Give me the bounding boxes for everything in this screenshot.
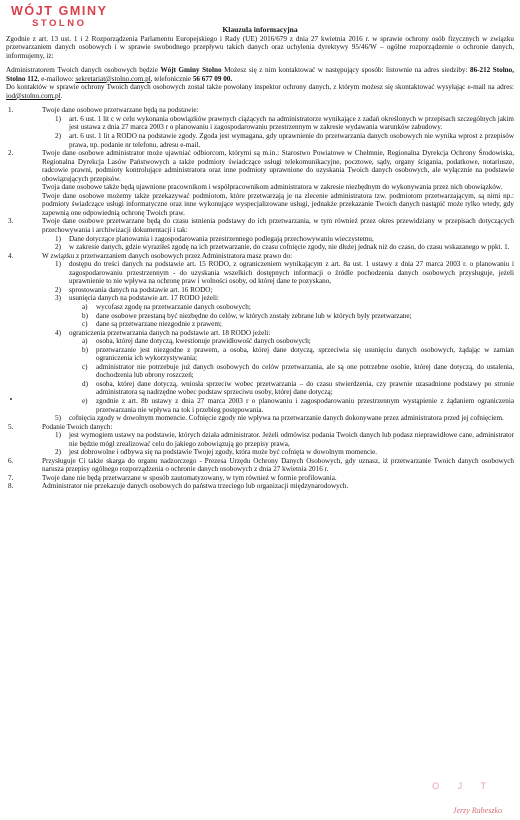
point-item: [69, 337, 514, 346]
point-letter: a): [82, 337, 88, 346]
iod-paragraph: [6, 83, 514, 100]
subclause-text: jest wymogiem ustawy na podstawie, których działa administrator. Jeżeli odmówisz podania Twoich danych lub podasz nieprawidłowe cane, administrator nie będzie mógł zrealizować celu do jakiego zobowiązują go przepisy prawa,: [69, 431, 514, 448]
subclause-item: [42, 294, 514, 328]
point-text: osoba, której dane dotyczą, kwestionuje prawidłowość danych osobowych;: [96, 337, 311, 346]
subclause-list: [42, 235, 514, 252]
point-item: [69, 312, 514, 321]
subclause-number: 1): [55, 260, 61, 269]
clause-number: 3.: [8, 217, 14, 226]
admin-phone-prefix: , telefonicznie: [150, 74, 193, 83]
clause-text: Przysługuje Ci także skarga do organu nadzorczego - Prezesa Urzędu Ochrony Danych Osobowych, gdy uznasz, iż przetwarzanie Twoich danych osobowych narusza przepisy ogólnego rozporządzenia o ochronie danych osobowych z dnia 27 kwietnia 2016 r.: [42, 456, 514, 474]
admin-email-prefix: , e-mailowo:: [37, 74, 76, 83]
clause-item: [6, 457, 514, 474]
subclause-item: [42, 431, 514, 448]
point-letter: a): [82, 302, 88, 311]
iod-email-link[interactable]: iod@stolno.com.pl: [6, 91, 61, 100]
subclause-item: [42, 235, 514, 244]
signature-name: Jerzy Rabeszko: [452, 806, 502, 816]
clause-extra-paragraph: Twoje dane osobowe możemy także przekazywać podmiotom, które przetwarzają je na zlecenie administratora tzw. podmiotom przetwarzającym, są nimi np.: podmioty świadczące usługi informatyczne oraz inne wykonujące wyspecjalizowane usługi, jednakże przekazanie Twoich danych nastąpić może tylko wtedy, gdy zapewnią one odpowiednią ochronę Twoich praw.: [42, 191, 514, 217]
clause-item: [6, 217, 514, 251]
subclause-item: [42, 243, 514, 252]
office-stamp: [11, 5, 108, 30]
point-text: zgodnie z art. 8b ustawy z dnia 27 marca 2003 r o planowaniu i zagospodarowaniu przestrzennym wystąpienie z żądaniem ograniczenia przetwarzania nie wpływa na tok i przebieg postępowania.: [96, 396, 514, 414]
clause-text: Twoje dane osobowe przetwarzane będą na podstawie:: [42, 106, 199, 115]
subclause-item: [42, 260, 514, 286]
point-item: [69, 397, 514, 414]
subclause-number: 2): [55, 243, 61, 252]
point-letter: c): [82, 320, 88, 329]
point-item: [69, 380, 514, 397]
clause-text: Twoje dane osobowe administrator może ujawniać odbiorcom, którymi są m.in.: Starostwo Powiatowe w Chełmnie, Regionalna Dyrekcja Ochrony Środowiska, Regionalna Dyrekcja Lasów Państwowych a także podmioty świadczące usługi telekomunikacyjne, pocztowe, sądy, organy ścigania, podatkowe, notariusze, radcowie prawni, podmioty kontrolujące administratora oraz inne podmioty uprawnione do uzyskania Twoich danych osobowych, ale wyłącznie na podstawie obowiązujących przepisów.: [42, 149, 514, 183]
clause-item: [6, 482, 514, 491]
clause-number: 1.: [8, 106, 14, 115]
intro-paragraph: Zgodnie z art. 13 ust. 1 i 2 Rozporządzenia Parlamentu Europejskiego i Rady (UE) 2016/679 z dnia 27 kwietnia 2016 r. w sprawie ochrony osób fizycznych w związku przetwarzaniem danych osobowych i w sprawie swobodnego przepływu takich danych oraz uchylenia dyrektywy 95/46/W – ogólne rozporządzenie o ochronie danych, informujemy, iż:: [6, 34, 514, 60]
subclause-number: 4): [55, 328, 61, 337]
subclause-number: 2): [55, 132, 61, 141]
admin-middle: Możesz się z nim kontaktować w następujący sposób: listownie na adres siedziby:: [221, 66, 470, 75]
subclause-number: 5): [55, 414, 61, 423]
point-item: [69, 303, 514, 312]
point-text: wycofasz zgodę na przetwarzanie danych osobowych;: [96, 302, 251, 311]
iod-suffix: .: [60, 91, 63, 100]
subclause-list: [42, 115, 514, 149]
point-item: [69, 363, 514, 380]
admin-prefix: Administratorem Twoich danych osobowych będzie: [6, 66, 161, 75]
point-letter: b): [82, 311, 88, 320]
subclause-item: [42, 132, 514, 149]
margin-dot: [10, 398, 12, 400]
iod-text: Do kontaktów w sprawie ochrony Twoich danych osobowych został także powołany inspektor ochrony danych, z którym możesz się skontaktować wysyłając e-mail na adres:: [6, 83, 514, 92]
subclause-text: cofnięcia zgody w dowolnym momencie. Cofnięcie zgody nie wpływa na przetwarzanie danych dokonywane przez administratora przed jej cofnięciem.: [69, 414, 504, 423]
subclause-item: [42, 286, 514, 295]
clause-item: [6, 106, 514, 149]
point-text: administrator nie potrzebuje już danych osobowych do celów przetwarzania, ale są one potrzebne osobie, której dane dotyczą, do ustalenia, dochodzenia lub obrony roszczeń;: [96, 362, 514, 380]
subclause-number: 2): [55, 285, 61, 294]
point-letter: c): [82, 362, 88, 371]
point-text: osoba, której dane dotyczą, wniosła sprzeciw wobec przetwarzania – do czasu stwierdzenia, czy prawnie uzasadnione podstawy po stronie administratora są nadrzędne wobec podstaw sprzeciwu osoby, której dane dotyczą;: [96, 379, 514, 397]
point-item: [69, 346, 514, 363]
clause-number: 6.: [8, 456, 14, 465]
admin-email-link[interactable]: sekretariat@stolno.com.pl: [75, 74, 151, 83]
clause-number: 4.: [8, 251, 14, 260]
clauses-list: [6, 106, 514, 491]
signature: [422, 782, 502, 816]
clause-item: [6, 149, 514, 217]
subclause-text: jest dobrowolne i odbywa się na podstawie Twojej zgody, która może być cofnięta w dowolnym momencie.: [69, 448, 378, 457]
signature-stamp: O J T: [432, 781, 494, 791]
admin-phone: 56 677 09 00.: [192, 74, 233, 83]
clause-text: Administrator nie przekazuje danych osobowych do państwa trzeciego lub organizacji międzynarodowych.: [42, 482, 349, 491]
subclause-list: [42, 431, 514, 457]
subclause-list: [42, 260, 514, 422]
subclause-number: 1): [55, 234, 61, 243]
subclause-text: sprostowania danych na podstawie art. 16 RODO;: [69, 285, 213, 294]
point-list: [69, 303, 514, 329]
subclause-number: 1): [55, 114, 61, 123]
subclause-item: [42, 329, 514, 414]
subclause-item: [42, 115, 514, 132]
subclause-text: w zakresie danych, gdzie wyraziłeś zgodę na ich przetwarzanie, do czasu cofnięcie zgody, nie dłużej jednak niż do czasu, do czasu wskazanego w ppkt. 1.: [69, 243, 510, 252]
subclause-text: art. 6 ust. 1 lit c w celu wykonania obowiązków prawnych ciążących na administratorze wynikające z zadań określonych w przepisach szczególnych jakim jest ustawa z dnia 27 marca 2003 r o planowaniu i zagospodarowaniu przestrzennym w zakresie wydawania warunków zabudowy.: [69, 114, 514, 132]
subclause-number: 3): [55, 294, 61, 303]
subclause-number: 1): [55, 431, 61, 440]
clause-number: 5.: [8, 422, 14, 431]
point-letter: b): [82, 345, 88, 354]
admin-name: Wójt Gminy Stolno: [160, 66, 222, 75]
clause-item: [6, 423, 514, 457]
subclause-text: dostępu do treści danych na podstawie art. 15 RODO, z ograniczeniem wynikającym z art. 8a ust. 1 ustawy z dnia 27 marca 2003 r. o planowaniu i zagospodarowaniu przestrzennym - do uzyskania wszelkich dostępnych informacji o źródle pochodzenia danych osobowych przysługuje, jeżeli uprawnienie to nie wpływa na ochronę praw i wolności osoby, od której dane te pozyskano,: [69, 260, 514, 286]
clause-text: Twoje dane osobowe przetwarzane będą do czasu istnienia podstawy do ich przetwarzania, w tym również przez okres przewidziany w przepisach dotyczących przechowywania i archiwizacji dokumentacji i tak:: [42, 217, 514, 235]
subclause-item: [42, 414, 514, 423]
subclause-item: [42, 448, 514, 457]
stamp-line-1: WÓJT GMINY: [11, 4, 108, 18]
point-text: dane są przetwarzane niezgodnie z prawem;: [96, 320, 222, 329]
clause-number: 8.: [8, 482, 14, 491]
point-list: [69, 337, 514, 414]
clause-number: 7.: [8, 473, 14, 482]
subclause-text: art. 6 ust. 1 lit a RODO na podstawie zgody. Zgoda jest wymagana, gdy uprawnienie do przetwarzania danych osobowych nie wynika wprost z przepisów prawa, np. podanie nr telefonu, adresu e-mail.: [69, 132, 514, 149]
subclause-text: ograniczenia przetwarzania danych na podstawie art. 18 RODO jeżeli:: [69, 328, 271, 337]
document-title: Klauzula informacyjna: [222, 25, 298, 34]
point-letter: e): [82, 396, 88, 405]
point-text: dane osobowe przestaną być niezbędne do celów, w których zostały zebrane lub w których były przetwarzane;: [96, 311, 412, 320]
point-item: [69, 320, 514, 329]
subclause-number: 2): [55, 448, 61, 457]
subclause-text: usunięcia danych na podstawie art. 17 RODO jeżeli:: [69, 294, 219, 303]
subclause-text: Dane dotyczące planowania i zagospodarowania przestrzennego podlegają przechowywaniu wieczystemu,: [69, 234, 374, 243]
stamp-line-2: STOLNO: [32, 18, 87, 29]
admin-address: 86-212 Stolno, Stolno 112: [6, 66, 515, 83]
clause-item: [6, 474, 514, 483]
clause-item: [6, 252, 514, 423]
clause-text: W związku z przetwarzaniem danych osobowych przez Administratora masz prawo do:: [42, 251, 293, 260]
clause-extra-paragraph: Twoja dane osobowe także będą ujawnione pracownikom i współpracownikom administratora w zakresie niezbędnym do wykonywania przez nich obowiązków.: [42, 183, 503, 192]
point-text: przetwarzanie jest niezgodne z prawem, a osoba, której dane dotyczą, sprzeciwia się usunięciu danych osobowych, żądając w zamian ograniczenia ich wykorzystywania;: [96, 345, 514, 363]
clause-text: Podanie Twoich danych:: [42, 422, 113, 431]
point-letter: d): [82, 379, 88, 388]
clause-text: Twoje dane nie będą przetwarzane w sposób zautomatyzowany, w tym również w formie profilowania.: [42, 473, 337, 482]
clause-number: 2.: [8, 149, 14, 158]
administrator-paragraph: [6, 66, 514, 83]
